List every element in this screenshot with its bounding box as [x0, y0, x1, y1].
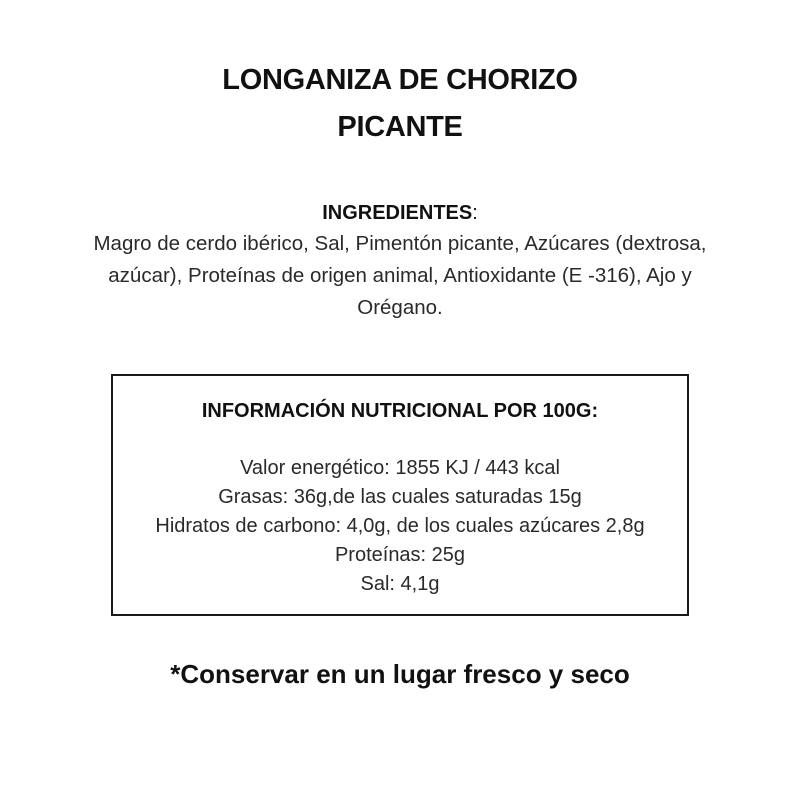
- nutrition-row-fat: Grasas: 36g,de las cuales saturadas 15g: [218, 486, 582, 508]
- nutrition-row-protein: Proteínas: 25g: [334, 544, 466, 566]
- ingredients-section: [0, 198, 800, 324]
- product-title: [0, 0, 800, 151]
- product-title-line: LONGANIZA DE CHORIZO: [222, 64, 578, 96]
- ingredients-heading: [0, 198, 800, 228]
- product-title-line: PICANTE: [337, 111, 463, 143]
- ingredients-heading-label: INGREDIENTES: [322, 202, 473, 224]
- storage-note: *Conservar en un lugar fresco y seco: [170, 659, 630, 689]
- ingredients-line: azúcar), Proteínas de origen animal, Antioxidante (E -316), Ajo y: [108, 264, 692, 287]
- ingredients-text: [0, 228, 800, 324]
- nutrition-heading: INFORMACIÓN NUTRICIONAL POR 100G:: [201, 400, 599, 422]
- ingredients-line: Orégano.: [357, 296, 443, 319]
- nutrition-row-carbs: Hidratos de carbono: 4,0g, de los cuales azúcares 2,8g: [155, 515, 645, 537]
- ingredients-line: Magro de cerdo ibérico, Sal, Pimentón picante, Azúcares (dextrosa,: [93, 232, 707, 255]
- nutrition-facts-box: [111, 374, 689, 616]
- nutrition-row-salt: Sal: 4,1g: [360, 573, 440, 595]
- ingredients-heading-colon: :: [472, 202, 478, 224]
- nutrition-row-energy: Valor energético: 1855 KJ / 443 kcal: [240, 457, 560, 479]
